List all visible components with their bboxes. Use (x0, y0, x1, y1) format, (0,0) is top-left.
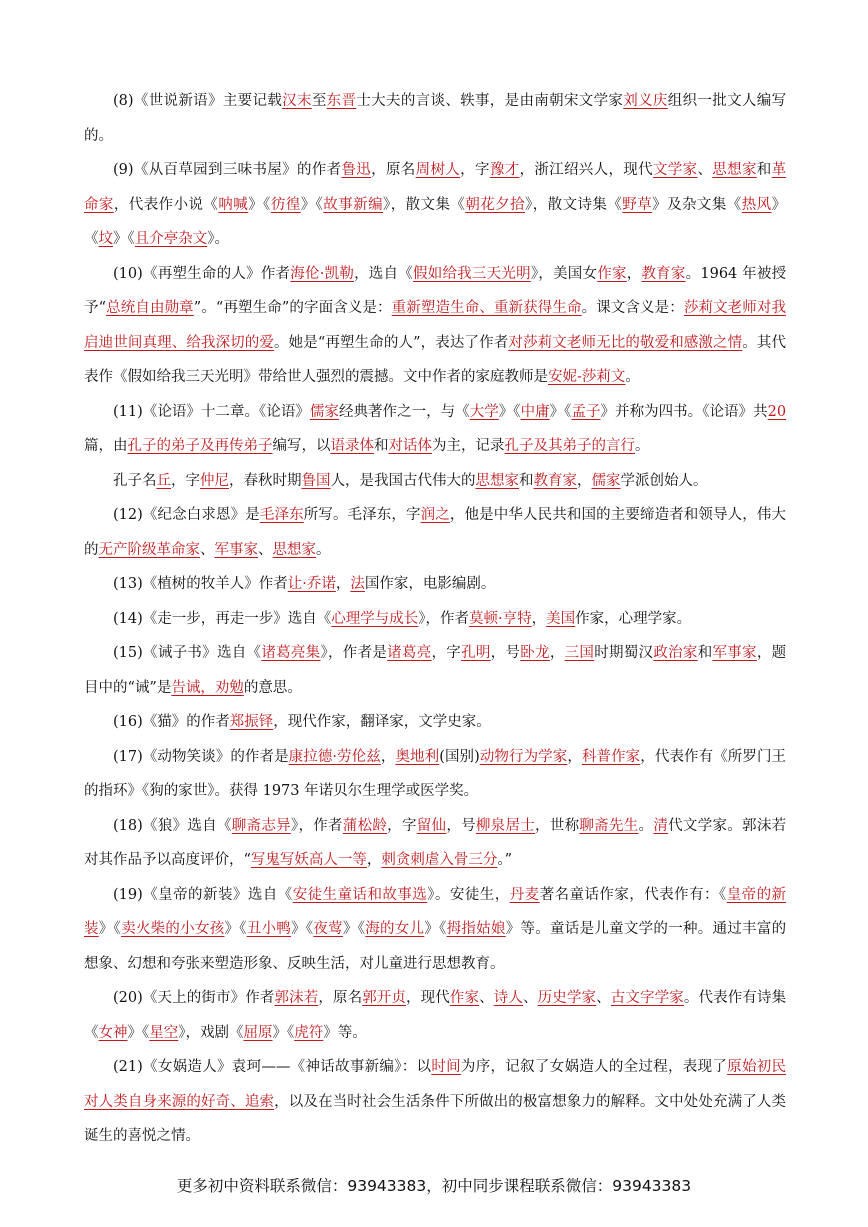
body-text: 代文学家。郭沫若对其作品予以高度评价，“ (84, 817, 787, 868)
answer-text: 告诫，劝勉 (171, 679, 244, 696)
body-text: (8)《世说新语》主要记载 (113, 93, 283, 109)
body-text: 、 (523, 990, 538, 1006)
body-text: (17)《动物笑谈》的作者是 (113, 748, 289, 765)
body-text: ，字 (460, 162, 490, 178)
body-text: ，号 (446, 817, 476, 834)
body-text: ，春秋时期 (229, 472, 302, 489)
answer-text: 革命家 (84, 162, 787, 213)
answer-text: 安徒生童话和故事选 (292, 886, 428, 903)
body-text: 》《 (424, 921, 447, 937)
body-text: (19)《皇帝的新装》选自《 (113, 886, 293, 903)
answer-text: 孔子及其弟子的言行 (504, 438, 635, 454)
body-text: 人，是我国古代伟大的 (330, 472, 476, 489)
answer-text: 中庸 (520, 403, 550, 420)
answer-text: 作家 (449, 990, 480, 1006)
body-text: 、 (479, 990, 494, 1006)
answer-text: 汉末 (282, 93, 312, 109)
paragraph (84, 498, 786, 567)
body-text: (21)《女娲造人》袁珂——《神话故事新编》：以 (113, 1059, 432, 1075)
body-text: 》，美国女 (530, 265, 598, 282)
body-text: ， (380, 748, 396, 765)
body-text: 》，作者 (418, 610, 470, 627)
body-text: 和 (697, 645, 713, 661)
answer-text: 呐喊 (218, 196, 249, 213)
body-text: 的意思。 (243, 679, 302, 696)
body-text: (14)《走一步，再走一步》选自《 (113, 610, 332, 627)
body-text: 》《 (84, 196, 787, 247)
body-text: (20)《天上的街市》作者 (113, 990, 275, 1006)
answer-text: 卖火柴的小女孩 (121, 921, 225, 937)
paragraph (84, 257, 786, 395)
body-text: 。其代表作《假如给我三天光明》带给世人强烈的震撼。文中作者的家庭教师是 (84, 334, 787, 385)
body-text: 篇，由 (84, 438, 128, 454)
answer-text: 诗人 (493, 990, 524, 1006)
answer-text: 卧龙 (520, 645, 550, 661)
body-text: 士大夫的言谈、轶事，是由南朝宋文学家 (356, 93, 624, 109)
answer-text: 美国 (546, 610, 576, 627)
answer-text: 海伦·凯勒 (290, 265, 355, 282)
body-text: (16)《猫》的作者 (113, 714, 230, 730)
answer-text: 20 (767, 403, 787, 420)
footer-contact: 更多初中资料联系微信：93943383，初中同步课程联系微信：93943383 (176, 1177, 692, 1195)
answer-text: 坟 (98, 231, 113, 247)
answer-text: 语录体 (330, 438, 374, 454)
paragraph (84, 636, 786, 705)
answer-text: 拇指姑娘 (446, 921, 506, 937)
answer-text: 故事新编 (323, 196, 384, 213)
answer-text: 原始初民对人类自身来源的好奇、追索 (84, 1059, 787, 1110)
answer-text: 古文字学家 (610, 990, 684, 1006)
paragraph (84, 809, 786, 878)
body-text: 国作家，电影编剧。 (364, 576, 496, 592)
body-text: ，号 (490, 645, 521, 661)
answer-text: 且介亭杂文 (134, 231, 208, 247)
body-text: ，以及在当时社会生活条件下所做出的极富想象力的解释。文中处处充满了人类诞生的喜悦之情。 (84, 1093, 787, 1144)
answer-text: 郭开贞 (362, 990, 407, 1006)
body-text: ， (531, 610, 547, 627)
answer-text: 奥地利 (395, 748, 440, 765)
body-text: ， (335, 576, 351, 592)
body-text: 。代表作有诗集《 (84, 990, 787, 1041)
paragraph (84, 602, 786, 637)
answer-text: 丘 (156, 472, 171, 489)
body-text: 》。 (207, 231, 229, 247)
answer-text: 三国 (564, 645, 595, 661)
body-text: (13)《植树的牧羊人》作者 (113, 576, 288, 592)
answer-text: 政治家 (653, 645, 698, 661)
answer-text: 莎莉文老师对我启迪世间真理、给我深切的爱 (84, 300, 787, 351)
body-text: 著名童话作家，代表作有：《 (539, 886, 727, 903)
body-text: ，现代作家，翻译家，文学史家。 (273, 714, 491, 730)
answer-text: 假如给我三天光明 (412, 265, 531, 282)
body-text: ，代表作小说《 (113, 196, 219, 213)
body-text: 》《 (127, 1024, 150, 1041)
body-text: ，题目中的“诫”是 (84, 645, 787, 696)
answer-text: 豫才 (489, 162, 520, 178)
body-text: 所写。毛泽东，字 (303, 507, 421, 523)
answer-text: 军事家 (712, 645, 757, 661)
answer-text: 教育家 (641, 265, 686, 282)
answer-text: 儒家 (591, 472, 621, 489)
body-text: 。 (316, 541, 331, 558)
paragraph (84, 981, 786, 1050)
body-text: ，现代 (406, 990, 450, 1006)
paragraph (84, 84, 786, 153)
body-text: 。 (635, 438, 650, 454)
answer-text: 历史学家 (537, 990, 597, 1006)
body-text: 。 (625, 369, 640, 385)
answer-text: 刘义庆 (623, 93, 668, 109)
answer-text: 孔子的弟子及再传弟子 (127, 438, 273, 454)
body-text: 》《 (248, 196, 271, 213)
body-text: ，代表作有《所罗门王的指环》《狗的家世》。获得 1973 年诺贝尔生理学或医学奖。 (84, 748, 787, 799)
body-text: 》《 (272, 1024, 295, 1041)
answer-text: 聊斋先生 (579, 817, 639, 834)
body-text: ，字 (171, 472, 200, 489)
answer-text: 柳泉居士 (475, 817, 536, 834)
answer-text: 教育家 (533, 472, 577, 489)
body-text: 》及杂文集《 (652, 196, 742, 213)
answer-text: 刺贪刺虐入骨三分 (381, 852, 498, 868)
paragraph (84, 878, 786, 982)
answer-text: 郑振铎 (229, 714, 274, 730)
body-text: (15)《诫子书》选自《 (113, 645, 262, 661)
answer-text: 文学家 (652, 162, 698, 178)
answer-text: 孔明 (461, 645, 491, 661)
body-text: 。” (497, 852, 513, 868)
body-text: 》《 (291, 921, 314, 937)
body-text: ， (366, 852, 382, 868)
body-text: 编写，以 (272, 438, 331, 454)
body-text: 学派创始人。 (620, 472, 708, 489)
answer-text: 思想家 (712, 162, 757, 178)
body-text: 。她是“再塑生命的人”，表达了作者 (274, 334, 509, 351)
answer-text: 大学 (469, 403, 499, 420)
body-text: 》《 (498, 403, 521, 420)
answer-text: 动物行为学家 (479, 748, 568, 765)
body-text: 》等。 (323, 1024, 367, 1041)
answer-text: 海的女儿 (365, 921, 425, 937)
body-text: ，字 (387, 817, 417, 834)
answer-text: 思想家 (272, 541, 316, 558)
body-text: 作家，心理学家。 (575, 610, 692, 627)
body-text: 为主，记录 (432, 438, 505, 454)
answer-text: 重新塑造生命、重新获得生命 (391, 300, 582, 316)
body-text: 。课文含义是： (581, 300, 684, 316)
answer-text: 星空 (149, 1024, 179, 1041)
body-text: 。 (638, 817, 654, 834)
answer-text: 周树人 (415, 162, 461, 178)
body-text: 》等。童话是儿童文学的一种。通过丰富的想象、幻想和夸张来塑造形象、反映生活，对儿童进行思想教育。 (84, 921, 787, 972)
body-text: 》。安徒生， (427, 886, 510, 903)
body-text: 、 (697, 162, 713, 178)
body-text: ，选自《 (354, 265, 413, 282)
answer-text: 诸葛亮集 (261, 645, 321, 661)
answer-text: 虎符 (294, 1024, 324, 1041)
body-text: 至 (311, 93, 327, 109)
answer-text: 写鬼写妖高人一等 (250, 852, 367, 868)
body-text: 、 (596, 990, 611, 1006)
body-text: 》《 (300, 196, 324, 213)
body-text: 》，作者是 (320, 645, 388, 661)
answer-text: 无产阶级革命家 (98, 541, 200, 558)
answer-text: 科普作家 (581, 748, 641, 765)
answer-text: 心理学与成长 (331, 610, 419, 627)
body-text: (9)《从百草园到三味书屋》的作者 (113, 162, 342, 178)
body-text: 组织一批文人编写的。 (84, 93, 787, 144)
paragraph (84, 395, 786, 464)
body-text: 时期蜀汉 (594, 645, 654, 661)
body-text: 》并称为四书。《论语》共 (600, 403, 768, 420)
body-text: 》，散文集《 (383, 196, 466, 213)
answer-text: 热风 (741, 196, 772, 213)
answer-text: 朝花夕拾 (465, 196, 526, 213)
answer-text: 毛泽东 (259, 507, 304, 523)
answer-text: 丑小鸭 (246, 921, 292, 937)
body-text: ，浙江绍兴人，现代 (519, 162, 653, 178)
body-text: ， (577, 472, 592, 489)
answer-text: 润之 (420, 507, 450, 523)
answer-text: 夜莺 (313, 921, 343, 937)
answer-text: 皇帝的新装 (84, 886, 787, 937)
body-text: (11)《论语》十二章。《论语》 (113, 403, 310, 420)
body-text: 。1964 年被授予“ (84, 265, 787, 316)
body-text: 》，戏剧《 (178, 1024, 244, 1041)
answer-text: 聊斋志异 (231, 817, 291, 834)
body-text: (国别) (439, 748, 480, 765)
body-text: 》，作者 (290, 817, 343, 834)
answer-text: 思想家 (475, 472, 519, 489)
answer-text: 对莎莉文老师无比的敬爱和感激之情 (508, 334, 743, 351)
body-text: 》，散文诗集《 (525, 196, 623, 213)
body-text: ， (549, 645, 565, 661)
body-text: 和 (374, 438, 389, 454)
answer-text: 郭沫若 (274, 990, 319, 1006)
body-text: 》《 (549, 403, 572, 420)
body-text: 和 (519, 472, 534, 489)
answer-text: 鲁国 (301, 472, 331, 489)
paragraph (84, 705, 786, 740)
body-text: 、 (200, 541, 215, 558)
answer-text: 彷徨 (270, 196, 301, 213)
answer-text: 留仙 (416, 817, 447, 834)
paragraph (84, 153, 786, 257)
answer-text: 总统自由勋章 (106, 300, 194, 316)
body-text: 孔子名 (113, 472, 157, 489)
answer-text: 莫顿·亨特 (469, 610, 532, 627)
answer-text: 孟子 (571, 403, 601, 420)
body-text: 、 (258, 541, 273, 558)
answer-text: 仲尼 (200, 472, 229, 489)
body-text: ，他是中华人民共和国的主要缔造者和领导人，伟大的 (84, 507, 787, 558)
answer-text: 屈原 (243, 1024, 273, 1041)
answer-text: 鲁迅 (341, 162, 372, 178)
answer-text: 让·乔诺 (287, 576, 336, 592)
answer-text: 法 (350, 576, 365, 592)
paragraph (84, 740, 786, 809)
answer-text: 康拉德·劳伦兹 (288, 748, 381, 765)
answer-text: 军事家 (214, 541, 258, 558)
paragraph (84, 1050, 786, 1154)
answer-text: 对话体 (388, 438, 432, 454)
answer-text: 野草 (622, 196, 653, 213)
body-text: 经典著作之一，与《 (338, 403, 470, 420)
answer-text: 女神 (98, 1024, 128, 1041)
answer-text: 东晋 (326, 93, 357, 109)
answer-text: 作家 (597, 265, 627, 282)
body-text: 》《 (224, 921, 247, 937)
body-text: ，原名 (371, 162, 416, 178)
body-text: (10)《再塑生命的人》作者 (113, 265, 291, 282)
answer-text: 清 (653, 817, 669, 834)
body-text: ， (567, 748, 582, 765)
body-text: 为序，记叙了女娲造人的全过程，表现了 (460, 1059, 728, 1075)
answer-text: 蒲松龄 (342, 817, 388, 834)
paragraph (84, 567, 786, 602)
answer-text: 安妮-莎莉文 (548, 369, 626, 385)
answer-text: 儒家 (309, 403, 339, 420)
answer-text: 时间 (431, 1059, 461, 1075)
body-text: ，原名 (318, 990, 363, 1006)
body-text: ，字 (431, 645, 462, 661)
document-body (84, 84, 786, 1154)
paragraph (84, 464, 786, 499)
body-text: 》《 (113, 231, 135, 247)
body-text: (12)《纪念白求恩》是 (113, 507, 260, 523)
answer-text: 丹麦 (509, 886, 540, 903)
body-text: ， (626, 265, 642, 282)
body-text: 》《 (98, 921, 122, 937)
body-text: 和 (756, 162, 772, 178)
body-text: ，世称 (535, 817, 580, 834)
body-text: ”。“再塑生命”的字面含义是： (193, 300, 392, 316)
answer-text: 诸葛亮 (387, 645, 432, 661)
body-text: 》《 (342, 921, 366, 937)
body-text: (18)《狼》选自《 (113, 817, 232, 834)
